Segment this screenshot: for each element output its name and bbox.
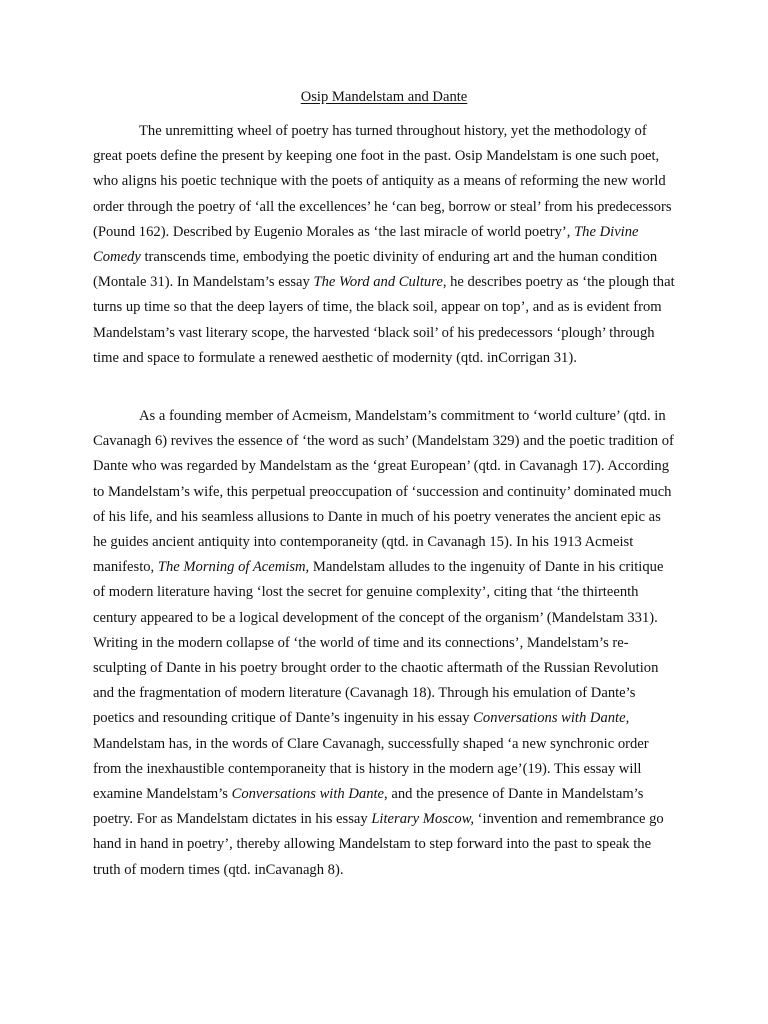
text-run: ‘invention and remembrance go hand in hand in poetry’, thereby allowing Mandelstam to step forward into the past to speak the truth of modern times (qtd. inCavanagh 8). — [93, 811, 664, 878]
book-title: The Word and Culture — [313, 274, 443, 291]
text-run: As a founding member of Acmeism, Mandelstam’s commitment to ‘world culture’ (qtd. in Cavanagh 6) revives the essence of ‘the word as such’ (Mandelstam 329) and the poetic tradition of Dante who was regarded by Mandelstam as the ‘great European’ (qtd. in Cavanagh 17). According to Mandelstam’s wife, this perpetual preoccupation of ‘succession and continuity’ dominated much of his life, and his seamless allusions to Dante in much of his poetry venerates the ancient epic as he guides ancient antiquity into contemporaneity (qtd. in Cavanagh 15). In his 1913 Acmeist manifesto, — [93, 408, 674, 576]
text-run: , and the presence of Dante in Mandelstam’s poetry. For as Mandelstam dictates in his essay — [93, 786, 644, 828]
text-run: transcends time, embodying the poetic divinity of enduring art and the human condition (Montale 31). In Mandelstam’s essay — [93, 249, 658, 291]
text-run: Mandelstam alludes to the ingenuity of Dante in his critique of modern literature having ‘lost the secret for genuine complexity’, citing that ‘the thirteenth century appeared to be a logical development of the concept of the organism’ (Mandelstam 331). Writing in the modern collapse of ‘the world of time and its connections’, Mandelstam’s re-sculpting of Dante in his poetry brought order to the chaotic aftermath of the Russian Revolution and the fragmentation of modern literature (Cavanagh 18). Through his emulation of Dante’s poetics and resounding critique of Dante’s ingenuity in his essay — [93, 559, 664, 727]
document-title: Osip Mandelstam and Dante — [300, 89, 468, 105]
book-title: The Divine Comedy — [93, 223, 639, 266]
book-title: Literary Moscow, — [371, 811, 475, 828]
text-run: The unremitting wheel of poetry has turned throughout history, yet the methodology of great poets define the present by keeping one foot in the past. Osip Mandelstam is one such poet, who aligns his poetic technique with the poets of antiquity as a means of reforming the new world order through the poetry of ‘all the excellences’ he ‘can beg, borrow or steal’ from his predecessors (Pound 162). Described by Eugenio Morales as ‘the last miracle of world poetry’, — [93, 123, 672, 240]
book-title: The Morning of Acemism, — [157, 559, 310, 576]
text-run: Mandelstam has, in the words of Clare Cavanagh, successfully shaped ‘a new synchronic order from the inexhaustible contemporaneity that is history in the modern age’(19). This essay will examine Mandelstam’s — [93, 735, 649, 803]
book-title: Conversations with Dante — [231, 786, 385, 803]
paragraph — [93, 404, 677, 883]
book-title: Conversations with Dante, — [473, 710, 630, 727]
paragraph — [93, 119, 677, 371]
text-run: , he describes poetry as ‘the plough that turns up time so that the deep layers of time, the black soil, appear on top’, and as is evident from Mandelstam’s vast literary scope, the harvested ‘black soil’ of his predecessors ‘plough’ through time and space to formulate a renewed aesthetic of modernity (qtd. inCorrigan 31). — [93, 274, 675, 366]
